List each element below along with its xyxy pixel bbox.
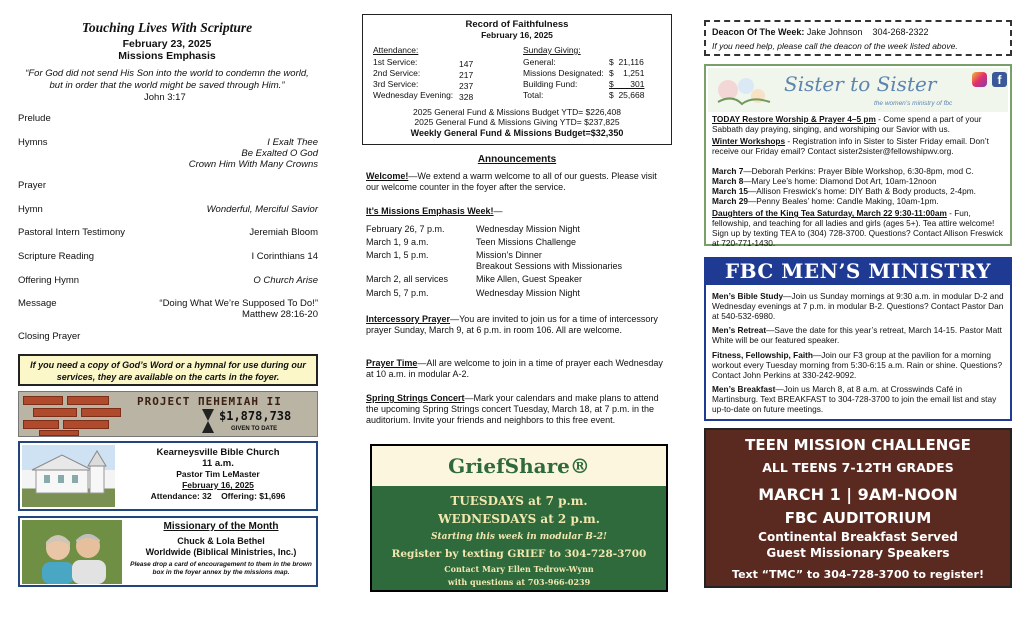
schedule-date: March 5, 7 p.m. bbox=[366, 288, 429, 298]
service-item-value: Jeremiah Bloom bbox=[249, 227, 318, 238]
griefshare-flyer bbox=[370, 444, 668, 592]
mens-retreat-text: —Save the date for this year’s retreat, March 14-15. Pastor Matt White will be our featured speaker. bbox=[712, 325, 1002, 345]
service-item-value: O Church Arise bbox=[253, 275, 318, 286]
daughters-of-king-tea bbox=[712, 208, 1008, 248]
mens-ministry-heading: FBC MEN’S MINISTRY bbox=[704, 257, 1012, 285]
welcome-text: —We extend a warm welcome to all of our guests. Please visit our welcome counter in the foyer after the service. bbox=[366, 171, 657, 192]
bulletin-title: Touching Lives With Scripture bbox=[81, 20, 253, 35]
sister-to-sister-box bbox=[704, 64, 1012, 246]
attendance-row-label: 3rd Service: bbox=[373, 79, 419, 89]
service-item-value: I Exalt Thee Be Exalted O God Crown Him With Many Crowns bbox=[188, 137, 318, 170]
giving-row-value: $ 301 bbox=[609, 79, 645, 89]
sister-today-text: - Come spend a part of your Sabbath day praying, singing, and worshiping our Savior with us. bbox=[712, 114, 982, 134]
record-of-faithfulness bbox=[362, 14, 672, 145]
sister-event-text: —Mary Lee’s home: Diamond Dot Art, 10am-12noon bbox=[743, 176, 937, 186]
deacon-note: If you need help, please call the deacon of the week listed above. bbox=[712, 41, 958, 51]
teen-line: FBC AUDITORIUM bbox=[784, 509, 932, 527]
welcome-title: Welcome! bbox=[366, 171, 409, 181]
sister-event-text: —Allison Freswick’s home: DIY Bath & Body products, 2-4pm. bbox=[747, 186, 976, 196]
missionary-photo bbox=[22, 520, 122, 584]
attendance-row-value: 237 bbox=[459, 81, 474, 91]
giving-row-label: Building Fund: bbox=[523, 79, 578, 89]
nehemiah-amount: $1,878,738 bbox=[219, 409, 292, 423]
sister-event-date: March 7 bbox=[712, 166, 744, 176]
service-item-label: Message bbox=[18, 298, 57, 309]
attendance-row-value: 217 bbox=[459, 70, 474, 80]
church-stats bbox=[120, 491, 316, 502]
church-pastor: Pastor Tim LeMaster bbox=[176, 469, 260, 479]
nehemiah-given-label: GIVEN TO DATE bbox=[231, 426, 278, 432]
service-item-label: Closing Prayer bbox=[18, 331, 81, 342]
teen-line: MARCH 1 | 9AM-NOON bbox=[758, 485, 958, 504]
griefshare-line: Register by texting GRIEF to 304-728-3700 bbox=[391, 548, 647, 560]
weekly-budget: Weekly General Fund & Missions Budget=$32,350 bbox=[410, 128, 624, 138]
church-photo bbox=[22, 445, 115, 507]
sister-event-date: March 15 bbox=[712, 186, 748, 196]
giving-row-label: Missions Designated: bbox=[523, 68, 604, 78]
attendance-row-value: 328 bbox=[459, 92, 474, 102]
service-item-label: Hymns bbox=[18, 137, 48, 148]
giving-row-label: General: bbox=[523, 57, 556, 67]
sister-today-title: TODAY Restore Worship & Prayer 4–5 pm bbox=[712, 114, 876, 124]
missions-week-heading bbox=[366, 206, 668, 217]
sister-event bbox=[712, 196, 1008, 206]
deacon-name: Jake Johnson bbox=[806, 27, 863, 37]
supported-church-card bbox=[18, 441, 318, 511]
schedule-event: Mike Allen, Guest Speaker bbox=[476, 274, 583, 284]
sister-event-date: March 29 bbox=[712, 196, 748, 206]
deacon-phone: 304-268-2322 bbox=[872, 27, 929, 37]
attendance-row-label: 1st Service: bbox=[373, 57, 418, 67]
service-item-label: Offering Hymn bbox=[18, 275, 80, 286]
announcements-heading: Announcements bbox=[477, 154, 557, 165]
sister-title: Sister to Sister bbox=[784, 72, 937, 96]
attendance-row-label: 2nd Service: bbox=[373, 68, 421, 78]
attendance-label: Attendance: bbox=[373, 45, 419, 55]
griefshare-line: with questions at 703-966-0239 bbox=[447, 577, 591, 587]
teen-line: Text “TMC” to 304-728-3700 to register! bbox=[732, 568, 984, 581]
griefshare-line: Starting this week in modular B-2! bbox=[431, 532, 607, 542]
church-attendance: Attendance: 32 bbox=[150, 491, 212, 501]
church-offering: Offering: $1,696 bbox=[221, 491, 286, 501]
intercessory-prayer-announcement bbox=[366, 314, 668, 336]
mens-breakfast-title: Men’s Breakfast bbox=[712, 384, 776, 394]
church-building-icon bbox=[22, 445, 115, 507]
scripture-verse: “For God did not send His Son into the world to condemn the world, but in order that the world might be saved through Him.” bbox=[25, 68, 309, 91]
schedule-date: February 26, 7 p.m. bbox=[366, 224, 445, 234]
spring-strings-text: —Mark your calendars and make plans to attend the upcoming Spring Strings concert Tuesday, March 18, at 7 p.m. in the auditorium. Invite your friends and neighbors to this free event. bbox=[366, 393, 659, 425]
budget-ytd: 2025 General Fund & Missions Budget YTD= $226,408 bbox=[413, 107, 621, 117]
griefshare-logo: GriefShare® bbox=[448, 454, 590, 478]
missions-week-title: It’s Missions Emphasis Week! bbox=[366, 206, 494, 216]
service-item-label: Scripture Reading bbox=[18, 251, 95, 262]
tea-text: - Fun, fellowship, and teaching for all ladies and girls (ages 5+). Tea attire welcome! Sign up by texting TEA to (304) 728-3700. Questions? Contact Allison Freswick at 720-771-1430. bbox=[712, 208, 1003, 248]
mens-fitness-title: Fitness, Fellowship, Faith bbox=[712, 350, 813, 360]
missionary-heading: Missionary of the Month bbox=[163, 521, 279, 532]
church-name: Kearneysville Bible Church bbox=[156, 447, 280, 458]
sister-workshops-title: Winter Workshops bbox=[712, 136, 786, 146]
teen-line: Continental Breakfast Served bbox=[758, 530, 958, 544]
giving-row-value: $ 1,251 bbox=[609, 68, 645, 78]
giving-ytd: 2025 General Fund & Missions Giving YTD= $237,825 bbox=[414, 117, 620, 127]
schedule-event: Wednesday Mission Night bbox=[476, 224, 580, 234]
church-time: 11 a.m. bbox=[202, 458, 234, 469]
prayer-time-announcement bbox=[366, 358, 668, 380]
giving-row-value: $ 21,116 bbox=[609, 57, 644, 67]
sister-event-text: —Deborah Perkins: Prayer Bible Workshop, 6:30-8pm, mod C. bbox=[743, 166, 974, 176]
sister-subtitle: the women’s ministry of fbc bbox=[874, 100, 953, 107]
mens-retreat bbox=[712, 325, 1008, 345]
sister-workshops bbox=[712, 136, 1008, 156]
deacon-of-week-box bbox=[704, 20, 1012, 56]
missions-week-dash: — bbox=[493, 206, 503, 216]
giving-row-label: Total: bbox=[523, 90, 544, 100]
nehemiah-title: PROJECT ΠEHEMIAH II bbox=[137, 395, 282, 408]
schedule-date: March 1, 5 p.m. bbox=[366, 250, 429, 260]
tea-title: Daughters of the King Tea Saturday, March 22 9:30-11:00am bbox=[712, 208, 947, 218]
service-item-value: I Corinthians 14 bbox=[251, 251, 318, 262]
missionary-note: Please drop a card of encouragement to them in the brown box in the foyer annex by the missions map. bbox=[130, 561, 312, 576]
deacon-line bbox=[712, 25, 1004, 39]
facebook-icon[interactable]: f bbox=[992, 72, 1007, 87]
griefshare-header bbox=[372, 446, 666, 486]
welcome-announcement bbox=[366, 171, 668, 193]
mens-fitness-text: —Join our F3 group at the pavilion for a morning workout every Tuesday morning from 5:30-6:15 a.m. Rain or shine. Questions? Contact John Perkins at 330-242-9092. bbox=[712, 350, 1003, 380]
sister-event-date: March 8 bbox=[712, 176, 744, 186]
mens-breakfast-text: —Join us March 8, at 8 a.m. at Crosswinds Café in Martinsburg. Text BREAKFAST to 304-728-3700 to join the email list and stay up-to-date on future meetings. bbox=[712, 384, 997, 414]
intercessory-text: —You are invited to join us for a time of intercessory prayer Sunday, March 9, at 6 p.m. in room 106. All are welcome. bbox=[366, 314, 658, 335]
giving-row-value: $ 25,668 bbox=[609, 90, 645, 100]
mens-retreat-title: Men’s Retreat bbox=[712, 325, 767, 335]
service-item-label: Hymn bbox=[18, 204, 43, 215]
missionary-of-month-card bbox=[18, 516, 318, 587]
schedule-event: Mission’s Dinner Breakout Sessions with Missionaries bbox=[476, 250, 623, 271]
sister-event bbox=[712, 176, 1008, 186]
mens-bible-text: —Join us Sunday mornings at 9:30 a.m. in modular D-2 and Wednesday evenings at 7 p.m. in modular B-2. Questions? Contact Pastor Dan at 540-532-6980. bbox=[712, 291, 1004, 321]
sister-header bbox=[708, 68, 1008, 112]
bible-hymnal-notice: If you need a copy of God’s Word or a hymnal for use during our services, they are available on the carts in the foyer. bbox=[18, 354, 318, 386]
record-title: Record of Faithfulness bbox=[465, 19, 569, 30]
giving-label: Sunday Giving: bbox=[523, 45, 581, 55]
attendance-row-value: 147 bbox=[459, 59, 474, 69]
service-item-label: Prelude bbox=[18, 113, 51, 124]
missionary-names: Chuck & Lola Bethel bbox=[177, 536, 265, 546]
church-info bbox=[120, 447, 316, 502]
griefshare-line: TUESDAYS at 7 p.m. bbox=[450, 494, 588, 508]
service-item-label: Prayer bbox=[18, 180, 46, 191]
sister-event-text: —Penny Beales’ home: Candle Making, 10am-1pm. bbox=[747, 196, 939, 206]
hourglass-icon bbox=[201, 408, 215, 434]
missionary-info bbox=[126, 521, 316, 577]
record-date: February 16, 2025 bbox=[481, 30, 553, 40]
flowers-icon bbox=[712, 72, 776, 108]
service-item-value: Wonderful, Merciful Savior bbox=[206, 204, 318, 215]
griefshare-line: Contact Mary Ellen Tedrow-Wynn bbox=[444, 564, 594, 574]
mens-ministry-box bbox=[704, 285, 1012, 421]
griefshare-line: WEDNESDAYS at 2 p.m. bbox=[438, 512, 600, 526]
spring-strings-announcement bbox=[366, 393, 668, 426]
teen-line: ALL TEENS 7-12TH GRADES bbox=[762, 460, 954, 475]
schedule-event: Wednesday Mission Night bbox=[476, 288, 580, 298]
instagram-icon[interactable] bbox=[972, 72, 987, 87]
prayer-time-text: —All are welcome to join in a time of prayer each Wednesday at 10 a.m. in modular A-2. bbox=[366, 358, 663, 379]
church-date: February 16, 2025 bbox=[182, 480, 254, 490]
missionary-couple-icon bbox=[22, 520, 122, 584]
teen-line: Guest Missionary Speakers bbox=[766, 546, 950, 560]
service-date: February 23, 2025 bbox=[122, 38, 212, 50]
sister-workshops-text: - Registration info in Sister to Sister Friday email. Don’t receive our Friday email? Contact sister2sister@fellowshipwv.org. bbox=[712, 136, 989, 156]
attendance-row-label: Wednesday Evening: bbox=[373, 90, 454, 100]
sister-event bbox=[712, 166, 1008, 176]
mens-bible-study bbox=[712, 291, 1008, 321]
sister-today bbox=[712, 114, 1008, 134]
sister-event bbox=[712, 186, 1008, 196]
mens-bible-title: Men’s Bible Study bbox=[712, 291, 784, 301]
schedule-date: March 1, 9 a.m. bbox=[366, 237, 429, 247]
intercessory-title: Intercessory Prayer bbox=[366, 314, 451, 324]
project-nehemiah-banner bbox=[18, 391, 318, 437]
teen-mission-challenge-flyer bbox=[704, 428, 1012, 588]
deacon-label: Deacon Of The Week: bbox=[712, 27, 805, 37]
prayer-time-title: Prayer Time bbox=[366, 358, 418, 368]
service-item-label: Pastoral Intern Testimony bbox=[18, 227, 126, 238]
mens-fitness bbox=[712, 350, 1008, 380]
spring-strings-title: Spring Strings Concert bbox=[366, 393, 465, 403]
service-item-value: “Doing What We’re Supposed To Do!” Matthew 28:16-20 bbox=[159, 298, 318, 320]
service-emphasis: Missions Emphasis bbox=[118, 50, 216, 62]
schedule-event: Teen Missions Challenge bbox=[476, 237, 577, 247]
mens-breakfast bbox=[712, 384, 1008, 414]
schedule-date: March 2, all services bbox=[366, 274, 449, 284]
scripture-verse-ref: John 3:17 bbox=[144, 92, 186, 103]
missionary-org: Worldwide (Biblical Ministries, Inc.) bbox=[145, 547, 297, 557]
teen-line: TEEN MISSION CHALLENGE bbox=[745, 436, 971, 454]
